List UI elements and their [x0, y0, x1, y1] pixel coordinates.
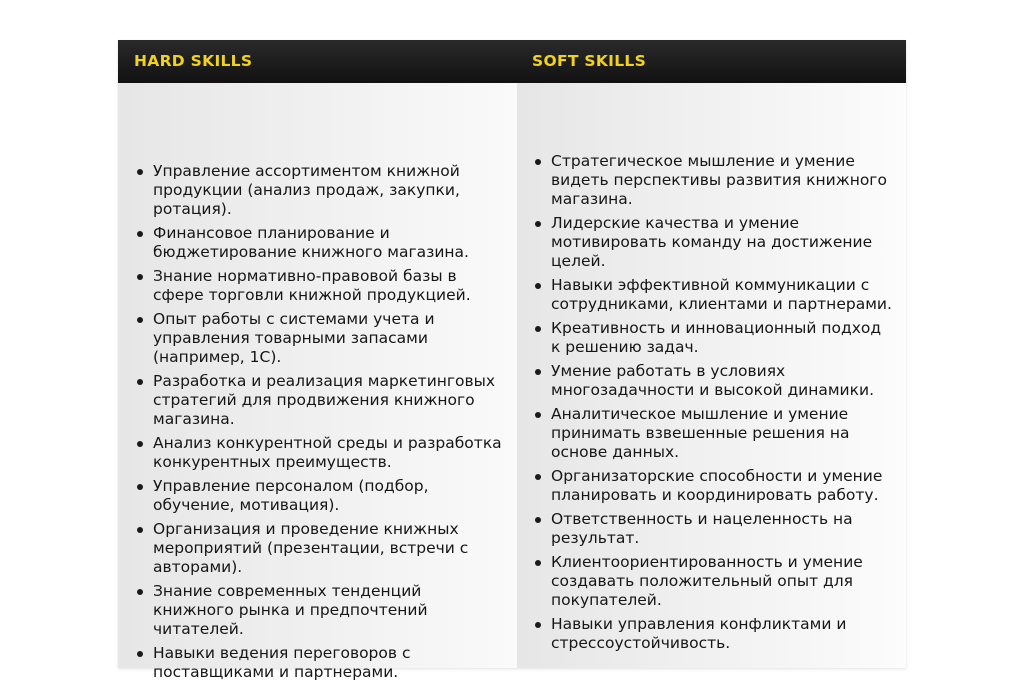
hard-skills-column	[118, 83, 517, 681]
list-item: Разработка и реализация маркетинговых стратегий для продвижения книжного магазина.	[134, 372, 504, 429]
list-item: Умение работать в условиях многозадачности и высокой динамики.	[532, 362, 892, 400]
hard-skills-heading: HARD SKILLS	[134, 52, 253, 70]
table-header	[118, 40, 906, 83]
list-item: Знание современных тенденций книжного рынка и предпочтений читателей.	[134, 582, 504, 639]
list-item: Ответственность и нацеленность на результат.	[532, 510, 892, 548]
list-item: Организация и проведение книжных мероприятий (презентации, встречи с авторами).	[134, 520, 504, 577]
list-item: Аналитическое мышление и умение принимать взвешенные решения на основе данных.	[532, 405, 892, 462]
skills-table	[118, 40, 906, 681]
list-item: Управление персоналом (подбор, обучение, мотивация).	[134, 477, 504, 515]
list-item: Финансовое планирование и бюджетирование книжного магазина.	[134, 224, 504, 262]
list-item: Стратегическое мышление и умение видеть перспективы развития книжного магазина.	[532, 152, 892, 209]
list-item: Управление ассортиментом книжной продукции (анализ продаж, закупки, ротация).	[134, 162, 504, 219]
list-item: Знание нормативно-правовой базы в сфере торговли книжной продукцией.	[134, 267, 504, 305]
soft-skills-column	[517, 83, 906, 668]
list-item: Навыки ведения переговоров с поставщиками и партнерами.	[134, 644, 504, 682]
list-item: Организаторские способности и умение планировать и координировать работу.	[532, 467, 892, 505]
list-item: Клиентоориентированность и умение создавать положительный опыт для покупателей.	[532, 553, 892, 610]
list-item: Лидерские качества и умение мотивировать команду на достижение целей.	[532, 214, 892, 271]
hard-skills-list	[134, 162, 504, 687]
list-item: Навыки управления конфликтами и стрессоустойчивость.	[532, 615, 892, 653]
list-item: Навыки эффективной коммуникации с сотрудниками, клиентами и партнерами.	[532, 276, 892, 314]
soft-skills-heading: SOFT SKILLS	[532, 52, 647, 70]
list-item: Опыт работы с системами учета и управления товарными запасами (например, 1С).	[134, 310, 504, 367]
list-item: Анализ конкурентной среды и разработка конкурентных преимуществ.	[134, 434, 504, 472]
list-item: Креативность и инновационный подход к решению задач.	[532, 319, 892, 357]
soft-skills-list	[532, 152, 892, 658]
